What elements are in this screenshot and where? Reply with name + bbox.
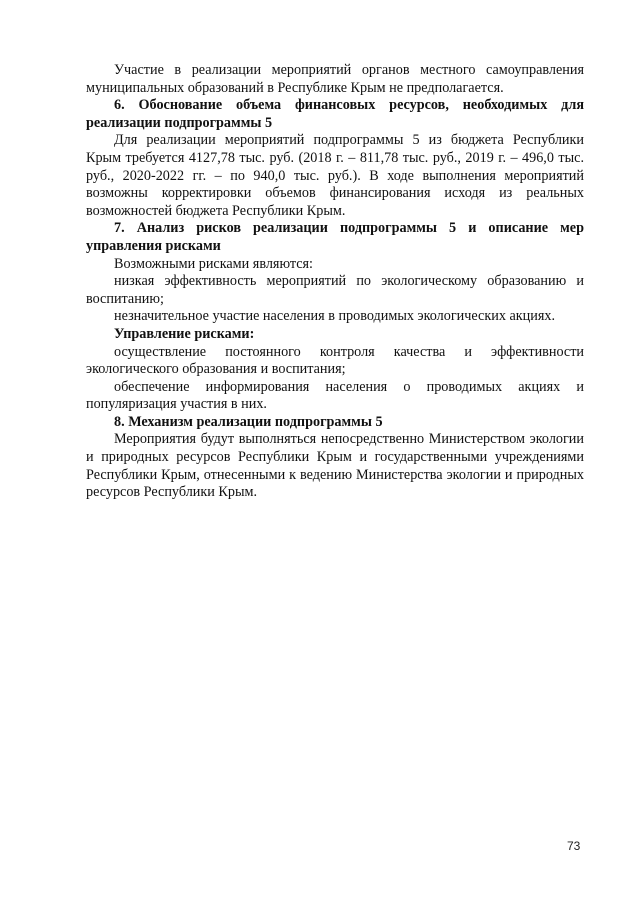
paragraph-risk-1: низкая эффективность мероприятий по экологическому образованию и воспитанию; <box>86 273 584 307</box>
section-heading-8: 8. Механизм реализации подпрограммы 5 <box>114 413 383 430</box>
paragraph-risks-intro: Возможными рисками являются: <box>114 255 313 272</box>
paragraph-measure-2: обеспечение информирования населения о проводимых акциях и популяризация участия в них. <box>86 378 584 413</box>
subheading-risk-management: Управление рисками: <box>114 325 255 342</box>
page-number: 73 <box>567 839 581 853</box>
section-heading-7: 7. Анализ рисков реализации подпрограммы 5 и описание мер управления рисками <box>86 220 584 254</box>
paragraph-risk-2: незначительное участие населения в проводимых экологических акциях. <box>114 308 555 325</box>
document-page <box>86 62 584 502</box>
paragraph-measure-1: осуществление постоянного контроля качества и эффективности экологического образования и воспитания; <box>86 343 584 378</box>
paragraph-mechanism: Мероприятия будут выполняться непосредственно Министерством экологии и природных ресурсов Республики Крым и государственными учреждениями Республики Крым, отнесенными к ведению Министерства экологии и природных ресурсов Республики Крым. <box>86 431 584 501</box>
paragraph-local-government: Участие в реализации мероприятий органов местного самоуправления муниципальных образований в Республике Крым не предполагается. <box>86 62 584 96</box>
section-heading-6: 6. Обоснование объема финансовых ресурсов, необходимых для реализации подпрограммы 5 <box>86 97 584 131</box>
paragraph-funding: Для реализации мероприятий подпрограммы 5 из бюджета Республики Крым требуется 4127,78 тыс. руб. (2018 г. – 811,78 тыс. руб., 2019 г. – 496,0 тыс. руб., 2020-2022 гг. – по 940,0 тыс. руб.). В ходе выполнения мероприятий возможны корректировки объемов финансирования исходя из реальных возможностей бюджета Республики Крым. <box>86 132 584 219</box>
